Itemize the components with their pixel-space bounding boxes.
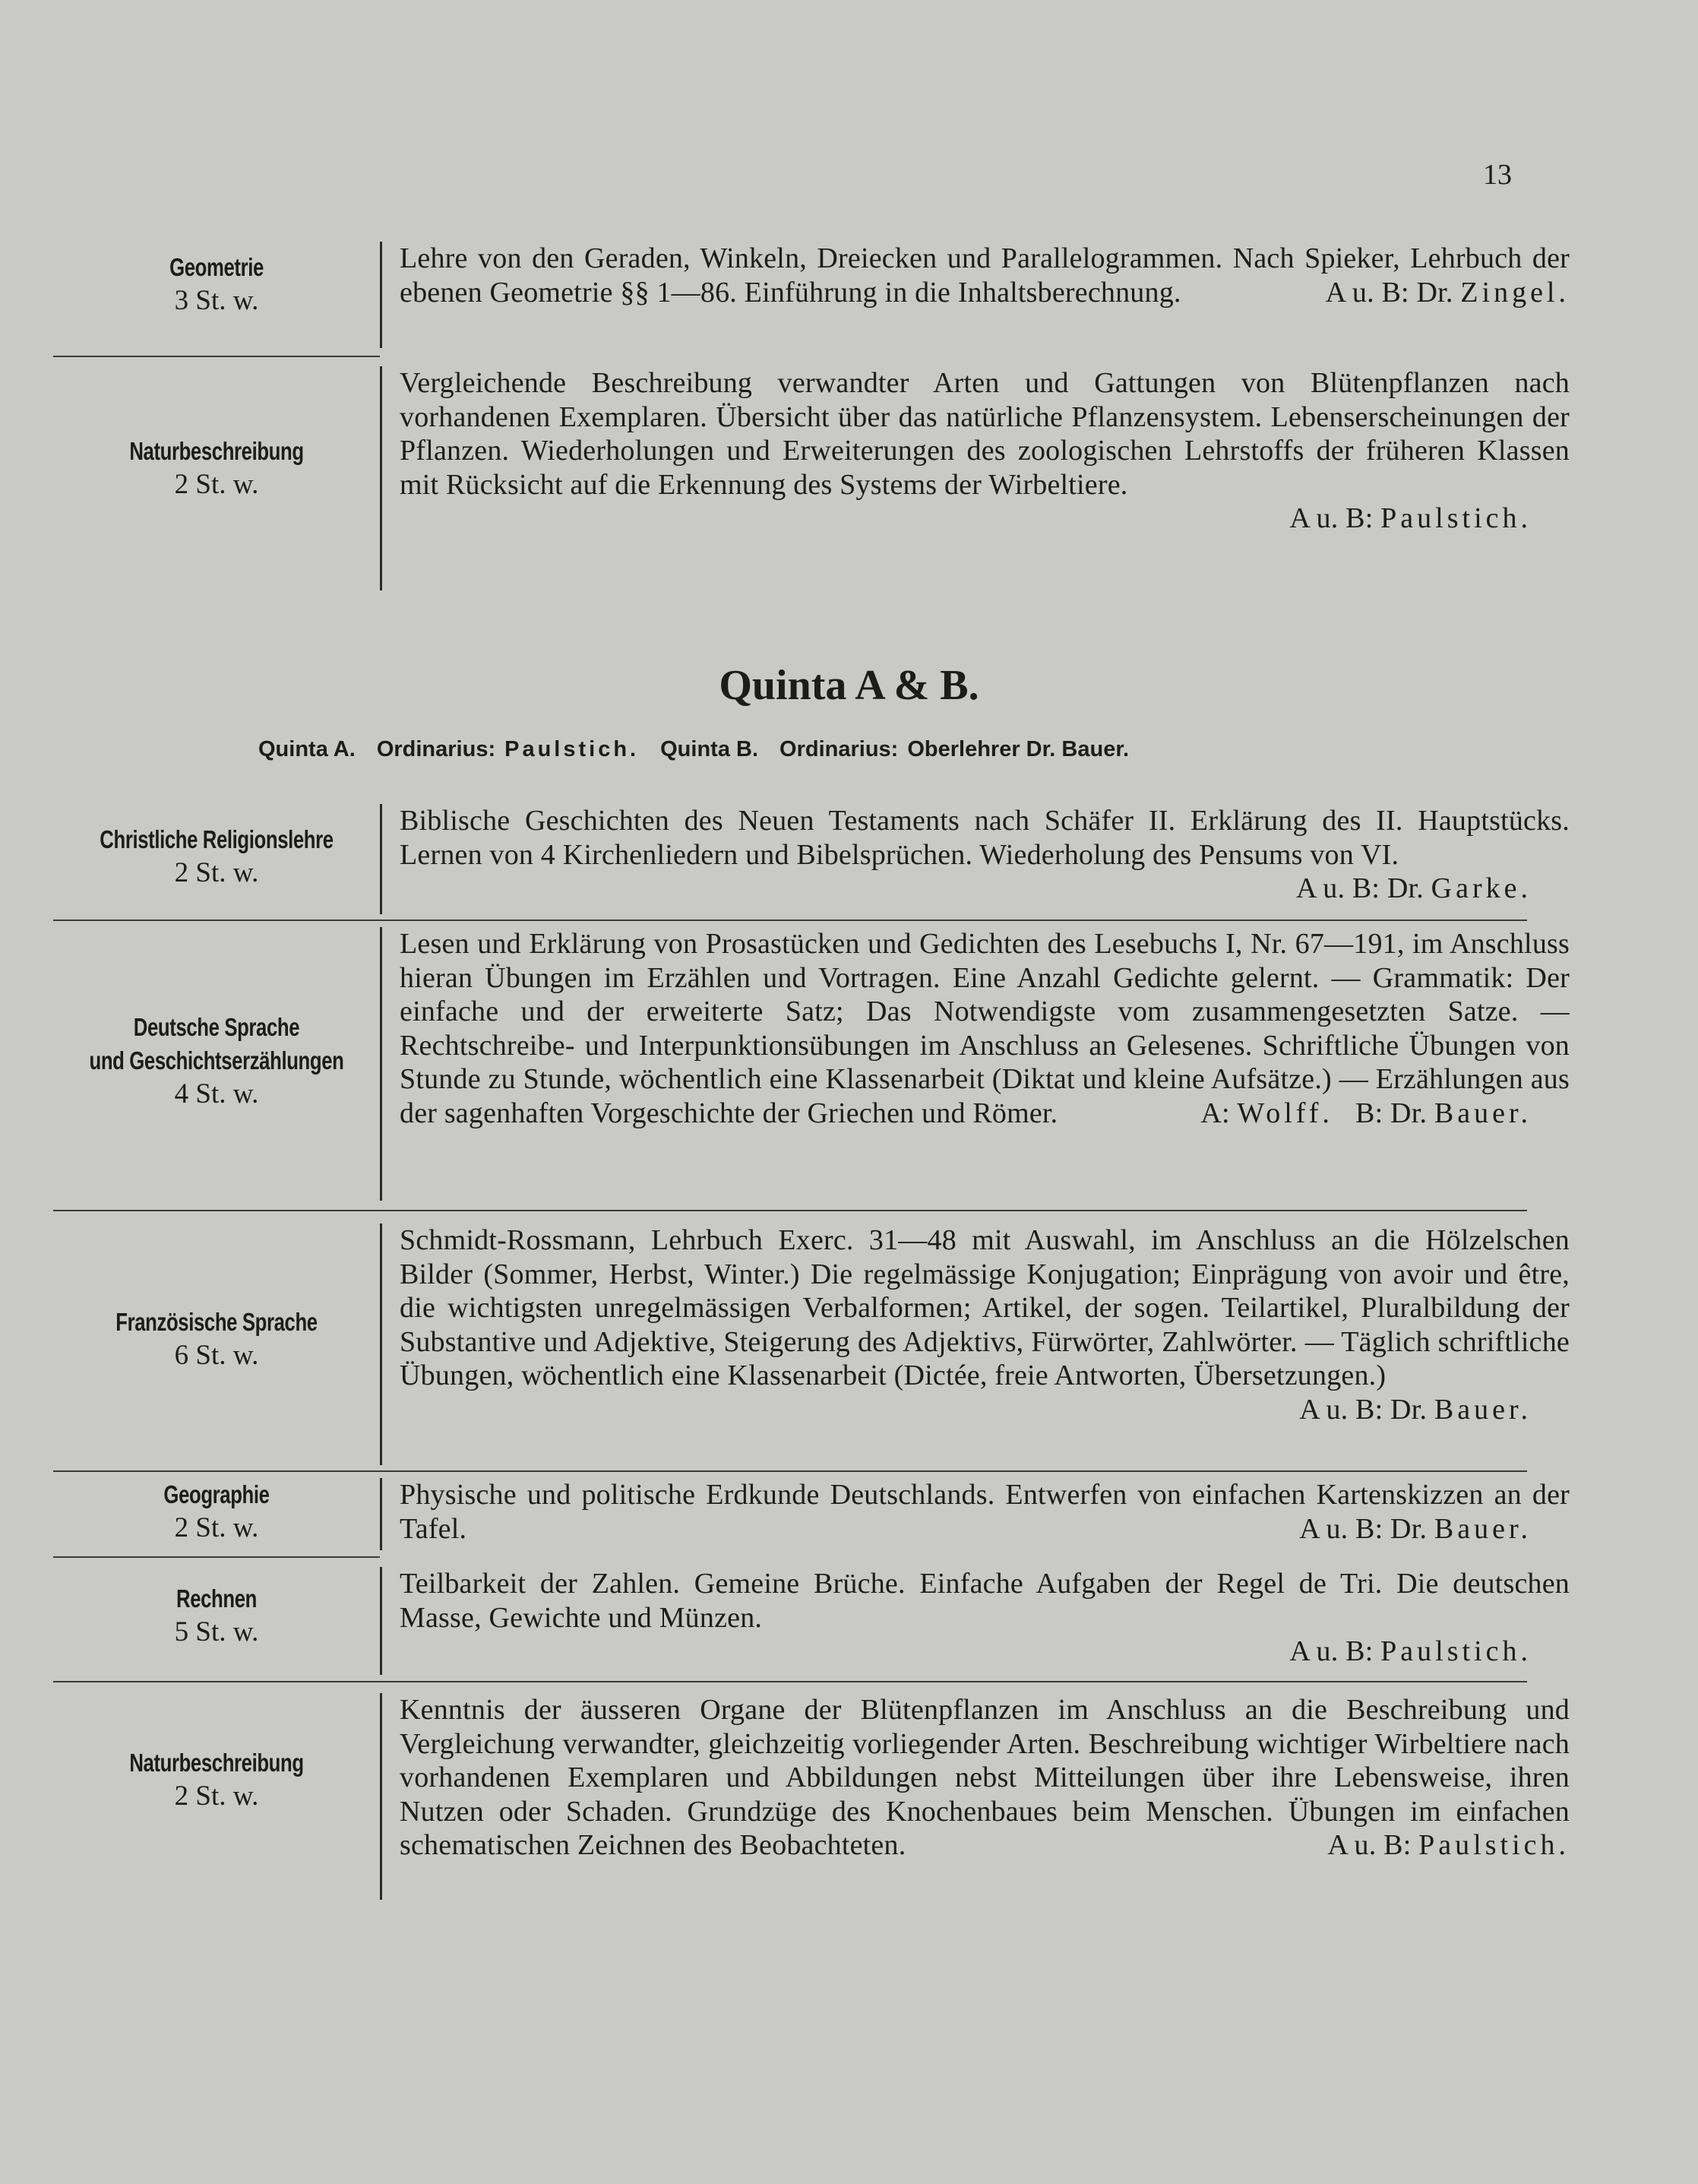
subject-cell (53, 1582, 380, 1649)
section-text (400, 927, 1570, 1130)
section-text (400, 366, 1570, 536)
class-b-label: Quinta B. (660, 737, 759, 761)
section-geometrie (53, 242, 1570, 348)
subject-hours: 5 St. w. (174, 1616, 259, 1647)
subject-name: Naturbeschreibung (129, 437, 304, 465)
subject-hours: 2 St. w. (174, 469, 259, 500)
subject-name-line2: und Geschichtserzählungen (89, 1046, 344, 1075)
subject-cell (53, 251, 380, 318)
teacher-label: A u. B: Dr. (1299, 1512, 1428, 1545)
teacher-label: A: (1200, 1097, 1230, 1129)
section-text (400, 1693, 1570, 1863)
column-divider (380, 1478, 382, 1550)
teacher-label: A u. B: Dr. (1296, 872, 1424, 904)
column-divider (380, 1693, 382, 1900)
teacher-label: A u. B: Dr. (1325, 276, 1453, 309)
section-divider (53, 1210, 1527, 1211)
section-description: Physische und politische Erdkunde Deutschlands. Entwerfen von einfachen Kartenskizzen an der Tafel. (400, 1479, 1570, 1545)
column-divider (380, 1567, 382, 1675)
subject-cell (53, 1478, 380, 1545)
teacher-line (1299, 1393, 1570, 1427)
class-subheading (258, 737, 1322, 762)
section-naturbeschreibung-top (53, 366, 1570, 590)
section-description: Kenntnis der äusseren Organe der Blütenpflanzen im Anschluss an die Beschreibung und Vergleichung verwandter, gleichzeitig vorliegender Arten. Beschreibung wichtiger Wirbeltiere nach vorhandenen Exemplaren und Abbildungen nebst Mitteilungen über ihre Lebensweise, ihren Nutzen oder Schaden. Grundzüge des Knochenbaues beim Menschen. Übungen im einfachen schematischen Zeichnen des Beobachteten. (400, 1694, 1570, 1861)
teacher-line (1326, 276, 1570, 310)
column-divider (380, 804, 382, 914)
subject-cell (53, 1306, 380, 1372)
subject-cell (53, 1011, 380, 1111)
section-religion (53, 804, 1570, 914)
teacher-name-b: Bauer. (1434, 1097, 1532, 1129)
section-divider (53, 919, 1527, 921)
teacher-label-b: B: Dr. (1355, 1097, 1428, 1129)
section-rechnen (53, 1567, 1570, 1675)
section-text (400, 1567, 1570, 1669)
teacher-name: Bauer. (1434, 1512, 1532, 1545)
section-divider (53, 356, 380, 357)
subject-cell (53, 435, 380, 502)
column-divider (380, 927, 382, 1201)
subject-hours: 3 St. w. (174, 285, 259, 316)
section-geographie (53, 1478, 1570, 1550)
class-b-ordinarius: Ordinarius: (779, 737, 899, 761)
section-description: Biblische Geschichten des Neuen Testaments nach Schäfer II. Erklärung des II. Hauptstücks. Lernen von 4 Kirchenliedern und Bibelsprüchen. Wiederholung des Pensums von VI. (400, 805, 1570, 871)
section-heading: Quinta A & B. (719, 662, 979, 709)
teacher-label: A u. B: (1289, 1635, 1374, 1667)
section-deutsch (53, 927, 1570, 1201)
teacher-line (400, 1635, 1570, 1669)
subject-name: Naturbeschreibung (129, 1749, 304, 1777)
subject-hours: 4 St. w. (174, 1078, 259, 1109)
page-number: 13 (1483, 159, 1512, 191)
section-naturbeschreibung (53, 1693, 1570, 1900)
section-text (400, 804, 1570, 906)
subject-name: Geographie (163, 1480, 270, 1508)
section-franzoesisch (53, 1223, 1570, 1465)
section-divider (53, 1556, 380, 1558)
teacher-label: A u. B: (1327, 1829, 1412, 1861)
section-divider (53, 1470, 1527, 1472)
subject-hours: 2 St. w. (174, 1512, 259, 1543)
class-b-teacher: Oberlehrer Dr. Bauer. (907, 737, 1130, 761)
subject-cell (53, 1746, 380, 1813)
subject-name: Christliche Religionslehre (100, 825, 334, 853)
teacher-line (1296, 872, 1570, 906)
column-divider (380, 242, 382, 348)
teacher-name: Paulstich. (1380, 1635, 1532, 1667)
section-description: Vergleichende Beschreibung verwandter Arten und Gattungen von Blütenpflanzen nach vorhandenen Exemplaren. Übersicht über das natürliche Pflanzensystem. Lebenserscheinungen der Pflanzen. Wiederholungen und Erweiterungen des zoologischen Lehrstoffs der früheren Klassen mit Rücksicht auf die Erkennung des Systems der Wirbeltiere. (400, 367, 1570, 501)
subject-hours: 2 St. w. (174, 857, 259, 888)
teacher-line (1200, 1097, 1570, 1131)
column-divider (380, 366, 382, 590)
teacher-line (400, 502, 1570, 536)
teacher-name: Paulstich. (1418, 1829, 1570, 1861)
teacher-line (1299, 1512, 1570, 1546)
section-description: Lesen und Erklärung von Prosastücken und Gedichten des Lesebuchs I, Nr. 67—191, im Anschluss hieran Übungen im Erzählen und Vortragen. Eine Anzahl Gedichte gelernt. — Grammatik: Der einfache und der erweiterte Satz; Das Notwendigste vom zusammengesetzten Satze. — Rechtschreibe- und Interpunktionsübungen im Anschluss an Gelesenes. Schriftliche Übungen von Stunde zu Stunde, wöchentlich eine Klassenarbeit (Diktat und kleine Aufsätze.) — Erzählungen aus der sagenhaften Vorgeschichte der Griechen und Römer. (400, 928, 1570, 1129)
teacher-name: Wolff. (1237, 1097, 1333, 1129)
subject-name: Französische Sprache (115, 1308, 318, 1336)
subject-cell (53, 823, 380, 890)
teacher-label: A u. B: Dr. (1299, 1393, 1428, 1426)
teacher-name: Bauer. (1434, 1393, 1532, 1426)
subject-hours: 6 St. w. (174, 1340, 259, 1371)
subject-hours: 2 St. w. (174, 1780, 259, 1812)
subject-name: Rechnen (176, 1584, 257, 1613)
section-description: Teilbarkeit der Zahlen. Gemeine Brüche. Einfache Aufgaben der Regel de Tri. Die deutschen Masse, Gewichte und Münzen. (400, 1568, 1570, 1634)
teacher-label: A u. B: (1289, 502, 1374, 534)
class-a-label: Quinta A. (258, 737, 356, 761)
teacher-name: Zingel. (1460, 276, 1570, 309)
subject-name: Geometrie (169, 253, 264, 281)
teacher-name: Garke. (1431, 872, 1532, 904)
section-divider (53, 1681, 1527, 1682)
class-a-ordinarius: Ordinarius: (376, 737, 496, 761)
section-text (400, 1478, 1570, 1546)
section-text (400, 242, 1570, 309)
section-description: Lehre von den Geraden, Winkeln, Dreiecken und Parallelogrammen. Nach Spieker, Lehrbuch der ebenen Geometrie §§ 1—86. Einführung in die Inhaltsberechnung. (400, 242, 1570, 309)
section-text (400, 1223, 1570, 1426)
subject-name: Deutsche Sprache (133, 1013, 300, 1041)
class-a-teacher: Paulstich. (504, 737, 640, 761)
column-divider (380, 1223, 382, 1465)
teacher-line (1327, 1828, 1570, 1863)
section-description: Schmidt-Rossmann, Lehrbuch Exerc. 31—48 mit Auswahl, im Anschluss an die Hölzelschen Bilder (Sommer, Herbst, Winter.) Die regelmässige Konjugation; Einprägung von avoir und être, die wichtigsten unregelmässigen Verbalformen; Artikel, der sogen. Teilartikel, Pluralbildung der Substantive und Adjektive, Steigerung des Adjektivs, Fürwörter, Zahlwörter. — Täglich schriftliche Übungen, wöchentlich eine Klassenarbeit (Dictée, freie Antworten, Übersetzungen.) (400, 1224, 1570, 1391)
teacher-name: Paulstich. (1380, 502, 1532, 534)
